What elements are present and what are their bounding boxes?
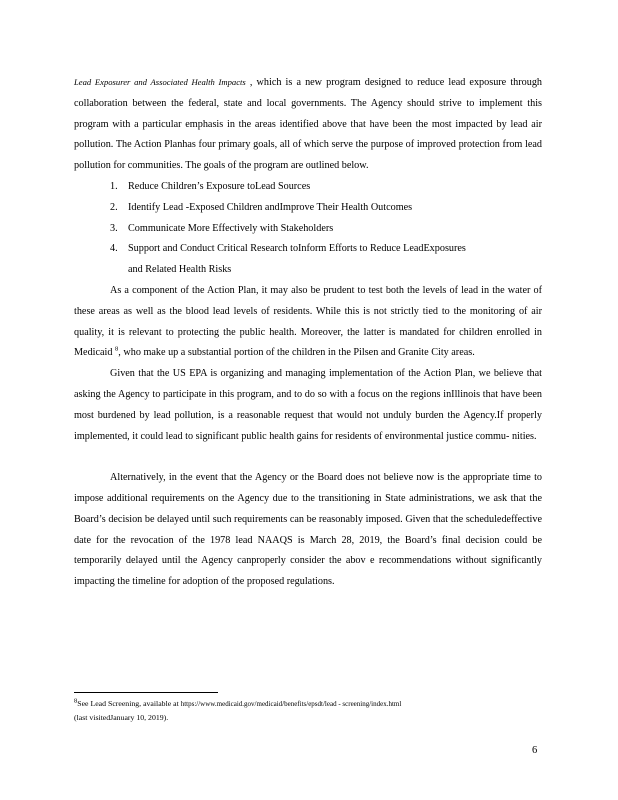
list-item: [74, 198, 542, 219]
list-item-text: Communicate More Effectively with Stakeholders: [128, 222, 334, 234]
medicaid-paragraph: [74, 281, 542, 364]
list-item: [74, 177, 542, 198]
epa-paragraph: Given that the US EPA is organizing and managing implementation of the Action Plan, we believe that asking the Agency to participate in this program, and to do so with a focus on the regions inIllinois that have been most burdened by lead pollution, is a reasonable request that would not unduly burden the Agency.If properly implemented, it could lead to significant public health gains for residents of environmental justice commu- nities.: [74, 368, 542, 442]
list-number: 1.: [110, 180, 118, 192]
footnote: [74, 697, 542, 724]
paragraph-text: As a component of the Action Plan, it may also be prudent to test both the levels of lead in the water of these areas as well as the blood lead levels of residents. While this is not strictly tied to the monitoring of air quality, it is relevant to protecting the public health. Moreover, the latter is mandated for children enrolled in Medicaid: [74, 284, 542, 359]
list-item: [74, 239, 542, 281]
intro-paragraph: [74, 72, 542, 177]
paragraph-text: , who make up a substantial portion of the children in the Pilsen and Granite City areas.: [118, 347, 475, 359]
list-item-continuation: and Related Health Risks: [128, 264, 232, 276]
footnote-text: See Lead Screening, available at: [77, 699, 179, 708]
footnote-mark: 8: [74, 697, 78, 705]
program-title: Lead Exposurer and Associated Health Impacts: [74, 77, 246, 87]
footnote-reference[interactable]: 8: [115, 345, 119, 353]
list-number: 2.: [110, 201, 118, 213]
list-item: [74, 219, 542, 240]
alternative-paragraph: Alternatively, in the event that the Agency or the Board does not believe now is the appropriate time to impose additional requirements on the Agency due to the transitioning in State administrations, we ask that the Board’s decision be delayed until such requirements can be reasonably imposed. Given that the scheduledeffective date for the revocation of the 1978 lead NAAQS is March 28, 2019, the Board’s final decision could be temporarily delayed until the Agency canproperly consider the abov e recommendations without significantly impacting the timeline for adoption of the proposed regulations.: [74, 472, 542, 588]
list-item-text: Identify Lead -Exposed Children andImprove Their Health Outcomes: [128, 201, 413, 213]
footnote-link[interactable]: https://www.medicaid.gov/medicaid/benefits/epsdt/lead - screening/index.html: [180, 700, 402, 708]
paragraph-gap: [74, 447, 542, 468]
goals-list: [74, 177, 542, 281]
list-item-text: Reduce Children’s Exposure toLead Sources: [128, 180, 311, 192]
page-number: 6: [532, 745, 538, 756]
intro-text: , which is a new program designed to reduce lead exposure through collaboration between the federal, state and local governments. The Agency should strive to implement this program with a particular emphasis in the areas identified above that have been the most impacted by lead air pollution. The Action Planhas four primary goals, all of which serve the purpose of improved protection from lead pollution for communities. The goals of the program are outlined below.: [74, 77, 543, 172]
list-number: 3.: [110, 222, 118, 234]
footnote-text-date: (last visitedJanuary 10, 2019).: [74, 713, 169, 722]
footnote-divider: [74, 692, 218, 693]
body-text: [74, 72, 542, 593]
list-item-text: Support and Conduct Critical Research toInform Efforts to Reduce LeadExposures: [128, 243, 466, 255]
list-number: 4.: [110, 243, 118, 255]
